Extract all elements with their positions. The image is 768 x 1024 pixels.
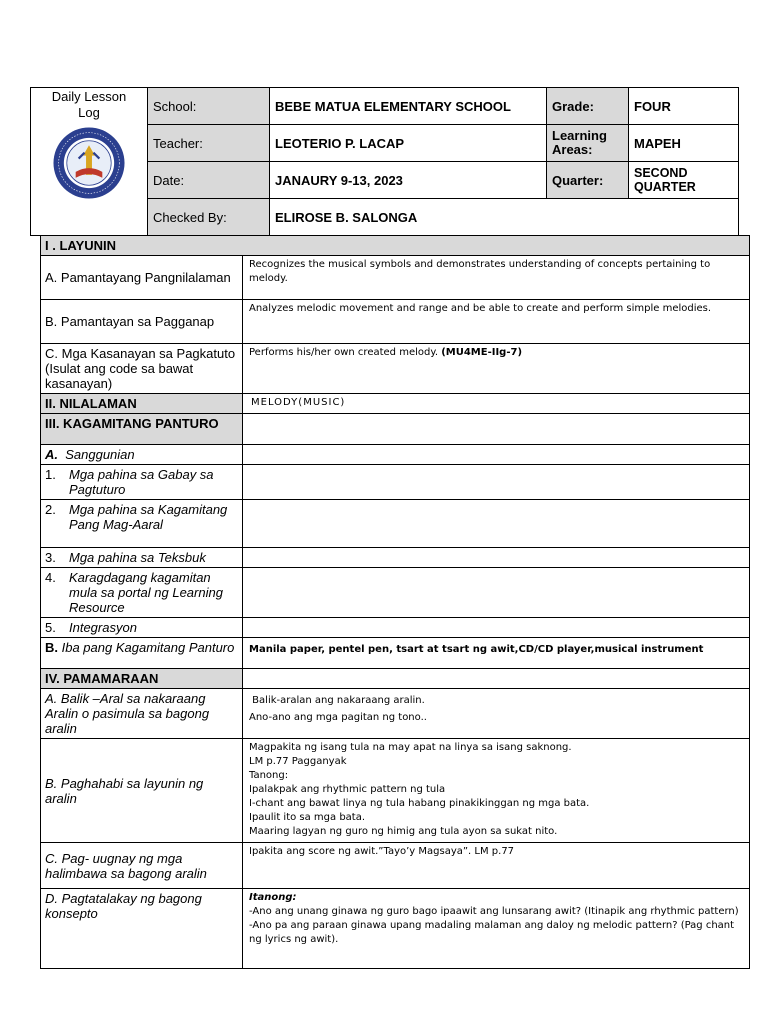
- section-layunin: I . LAYUNIN: [41, 236, 750, 256]
- paghahabi-text: [243, 739, 750, 843]
- nilalaman-value: MELODY(MUSIC): [243, 394, 750, 414]
- item-number: 1.: [45, 467, 56, 482]
- paghahabi-line: Magpakita ng isang tula na may apat na linya sa isang saknong.: [249, 742, 572, 753]
- paghahabi-line: I-chant ang bawat linya ng tula habang pinakikinggan ng mga bata.: [249, 798, 590, 809]
- deped-seal-icon: [52, 126, 126, 200]
- pamantayan-pagganap-text: Analyzes melodic movement and range and be able to create and perform simple melodies.: [243, 300, 750, 344]
- learning-areas-label: Learning Areas:: [547, 125, 629, 162]
- section-nilalaman: II. NILALAMAN: [41, 394, 243, 414]
- reference-item-2: [41, 500, 243, 548]
- item-number: 5.: [45, 620, 56, 635]
- reference-item-5-value: [243, 618, 750, 638]
- reference-item-4: [41, 568, 243, 618]
- grade-label: Grade:: [547, 88, 629, 125]
- sanggunian-text: Sanggunian: [65, 447, 135, 462]
- iba-pang-kagamitan-text: Manila paper, pentel pen, tsart at tsart ng awit,CD/CD player,musical instrument: [243, 638, 750, 669]
- sanggunian-letter: A.: [45, 447, 58, 462]
- pamamaraan-value: [243, 669, 750, 689]
- pagtatalakay-heading: Itanong:: [249, 892, 297, 903]
- item-number: 4.: [45, 570, 56, 585]
- kasanayan-label: C. Mga Kasanayan sa Pagkatuto (Isulat ang code sa bawat kasanayan): [41, 344, 243, 394]
- doc-title-line2: Log: [78, 105, 100, 120]
- item-number: 3.: [45, 550, 56, 565]
- header-table: [30, 87, 739, 236]
- school-label: School:: [148, 88, 270, 125]
- date-value: JANAURY 9-13, 2023: [270, 162, 547, 199]
- sanggunian-value: [243, 445, 750, 465]
- item-label: Mga pahina sa Kagamitang Pang Mag-Aaral: [69, 502, 228, 532]
- paghahabi-line: LM p.77 Pagganyak: [249, 756, 347, 767]
- checked-by-label: Checked By:: [148, 199, 270, 236]
- kasanayan-text: [243, 344, 750, 394]
- lesson-table: [40, 235, 750, 969]
- pamantayang-pangnilalaman-text: Recognizes the musical symbols and demonstrates understanding of concepts pertaining to melody.: [243, 256, 750, 300]
- teacher-label: Teacher:: [148, 125, 270, 162]
- balik-aral-line: Balik-aralan ang nakaraang aralin.: [249, 695, 425, 706]
- doc-title-line1: Daily Lesson: [51, 89, 127, 104]
- paghahabi-line: Ipaulit ito sa mga bata.: [249, 812, 366, 823]
- item-label: Mga pahina sa Teksbuk: [69, 550, 206, 565]
- iba-pang-kagamitan-label: [41, 638, 243, 669]
- pagtatalakay-line: -Ano pa ang paraan ginawa upang madaling malaman ang daloy ng melodic pattern? (Pag chant ng lyrics ng awit).: [249, 920, 735, 945]
- pamantayan-pagganap-label: B. Pamantayan sa Pagganap: [41, 300, 243, 344]
- reference-item-2-value: [243, 500, 750, 548]
- kasanayan-code: (MU4ME-IIg-7): [441, 347, 523, 358]
- kasanayan-desc: Performs his/her own created melody.: [249, 347, 439, 358]
- kagamitang-panturo-value: [243, 414, 750, 445]
- section-kagamitang-panturo: III. KAGAMITANG PANTURO: [41, 414, 243, 445]
- reference-item-1-value: [243, 465, 750, 500]
- paghahabi-line: Ipalakpak ang rhythmic pattern ng tula: [249, 784, 446, 795]
- iba-text: Iba pang Kagamitang Panturo: [61, 640, 235, 655]
- reference-item-3-value: [243, 548, 750, 568]
- learning-areas-value: MAPEH: [629, 125, 739, 162]
- balik-aral-text: [243, 689, 750, 739]
- paghahabi-label: B. Paghahabi sa layunin ng aralin: [41, 739, 243, 843]
- iba-letter: B.: [45, 640, 58, 655]
- pamantayang-pangnilalaman-label: A. Pamantayang Pangnilalaman: [41, 256, 243, 300]
- date-label: Date:: [148, 162, 270, 199]
- paghahabi-line: Maaring lagyan ng guro ng himig ang tula ayon sa sukat nito.: [249, 826, 558, 837]
- pagtatalakay-line: -Ano ang unang ginawa ng guro bago ipaawit ang lunsarang awit? (Itinapik ang rhythmic pattern): [249, 906, 739, 917]
- paghahabi-line: Tanong:: [249, 770, 289, 781]
- grade-value: FOUR: [629, 88, 739, 125]
- sanggunian-label: [41, 445, 243, 465]
- balik-aral-line: Ano-ano ang mga pagitan ng tono..: [249, 712, 427, 723]
- reference-item-4-value: [243, 568, 750, 618]
- section-pamamaraan: IV. PAMAMARAAN: [41, 669, 243, 689]
- item-label: Karagdagang kagamitan mula sa portal ng Learning Resource: [69, 570, 223, 615]
- logo-cell: [31, 88, 148, 236]
- pag-uugnay-text: Ipakita ang score ng awit.”Tayo’y Magsaya”. LM p.77: [243, 843, 750, 889]
- pagtatalakay-label: D. Pagtatalakay ng bagong konsepto: [41, 889, 243, 969]
- balik-aral-label: A. Balik –Aral sa nakaraang Aralin o pasimula sa bagong aralin: [41, 689, 243, 739]
- reference-item-3: [41, 548, 243, 568]
- quarter-label: Quarter:: [547, 162, 629, 199]
- item-label: Integrasyon: [69, 620, 137, 635]
- pag-uugnay-label: C. Pag- uugnay ng mga halimbawa sa bagong aralin: [41, 843, 243, 889]
- reference-item-5: [41, 618, 243, 638]
- item-label: Mga pahina sa Gabay sa Pagtuturo: [69, 467, 214, 497]
- reference-item-1: [41, 465, 243, 500]
- item-number: 2.: [45, 502, 56, 517]
- school-value: BEBE MATUA ELEMENTARY SCHOOL: [270, 88, 547, 125]
- checked-by-value: ELIROSE B. SALONGA: [270, 199, 739, 236]
- teacher-value: LEOTERIO P. LACAP: [270, 125, 547, 162]
- pagtatalakay-text: [243, 889, 750, 969]
- quarter-value: SECOND QUARTER: [629, 162, 739, 199]
